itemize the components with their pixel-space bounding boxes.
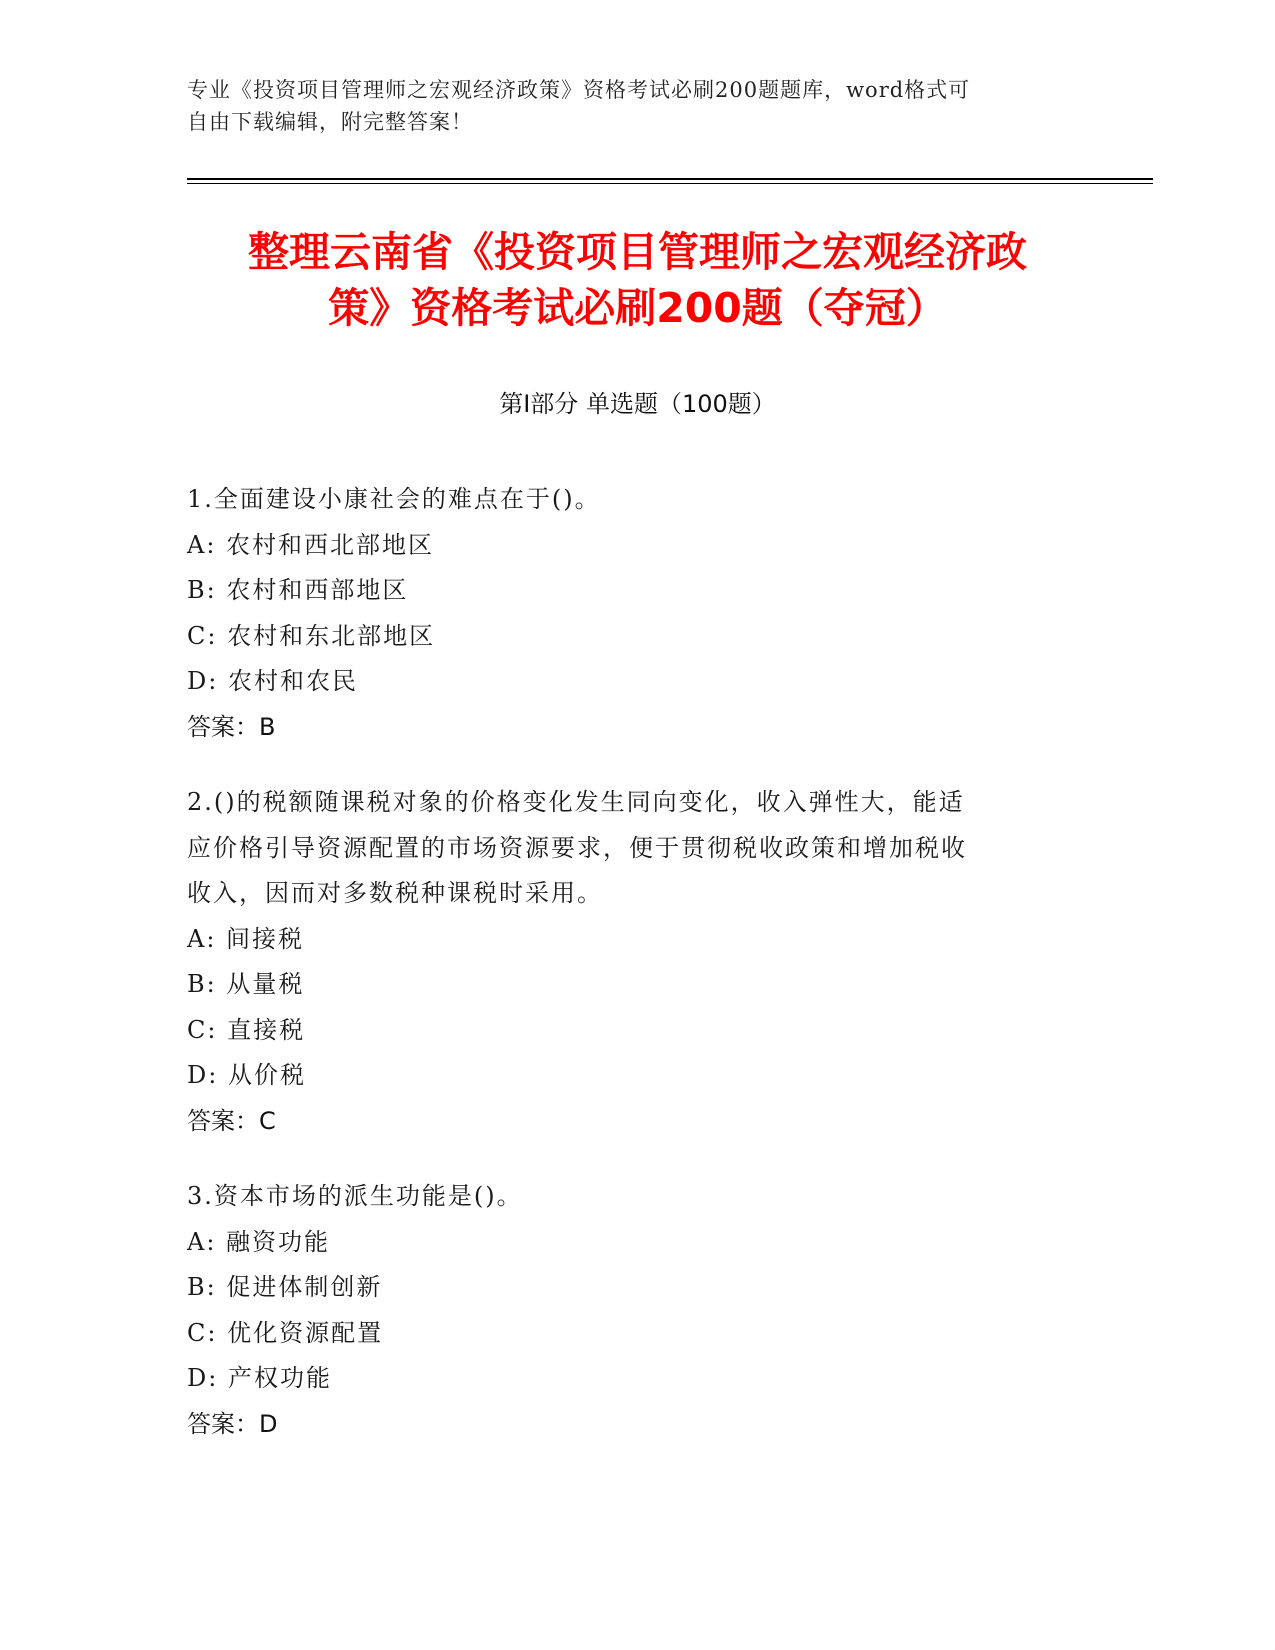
answer: 答案：D	[187, 1409, 278, 1438]
question-stem-line: 收入，因而对多数税种课税时采用。	[187, 879, 603, 907]
option-a: A: 农村和西北部地区	[187, 530, 435, 559]
option-a: A: 融资功能	[187, 1227, 331, 1256]
question-1	[187, 477, 1067, 750]
header-note-line-2: 自由下载编辑，附完整答案！	[187, 110, 473, 134]
header-divider-thick	[187, 178, 1153, 180]
option-d: D: 产权功能	[187, 1364, 332, 1392]
question-2	[187, 780, 1067, 1144]
question-stem-line: 1.全面建设小康社会的难点在于()。	[187, 485, 601, 513]
option-b: B: 农村和西部地区	[187, 576, 409, 604]
document-title-line-2: 策》资格考试必刷200题（夺冠）	[328, 284, 947, 332]
question-list	[187, 477, 1067, 1477]
document-title-line-1: 整理云南省《投资项目管理师之宏观经济政	[248, 228, 1027, 276]
header-divider-thin	[187, 183, 1153, 184]
option-c: C: 优化资源配置	[187, 1318, 384, 1347]
question-stem	[187, 1174, 1067, 1220]
question-stem-line: 应价格引导资源配置的市场资源要求，便于贯彻税收政策和增加税收	[187, 833, 967, 862]
header-note	[187, 74, 1067, 138]
answer: 答案：C	[187, 1106, 276, 1135]
option-b: B: 从量税	[187, 970, 305, 998]
option-a: A: 间接税	[187, 924, 305, 953]
option-d: D: 农村和农民	[187, 667, 358, 695]
question-stem-line: 3.资本市场的派生功能是()。	[187, 1182, 523, 1210]
question-stem	[187, 780, 1067, 917]
option-d: D: 从价税	[187, 1061, 306, 1089]
question-3	[187, 1174, 1067, 1447]
question-stem	[187, 477, 1067, 523]
option-c: C: 农村和东北部地区	[187, 621, 436, 650]
document-title	[160, 224, 1115, 336]
header-note-line-1: 专业《投资项目管理师之宏观经济政策》资格考试必刷200题题库，word格式可	[187, 78, 971, 102]
option-b: B: 促进体制创新	[187, 1273, 383, 1301]
answer: 答案：B	[187, 712, 276, 741]
question-stem-line: 2.()的税额随课税对象的价格变化发生同向变化，收入弹性大，能适	[187, 788, 965, 816]
section-heading: 第Ⅰ部分 单选题（100题）	[499, 390, 776, 418]
option-c: C: 直接税	[187, 1015, 306, 1044]
